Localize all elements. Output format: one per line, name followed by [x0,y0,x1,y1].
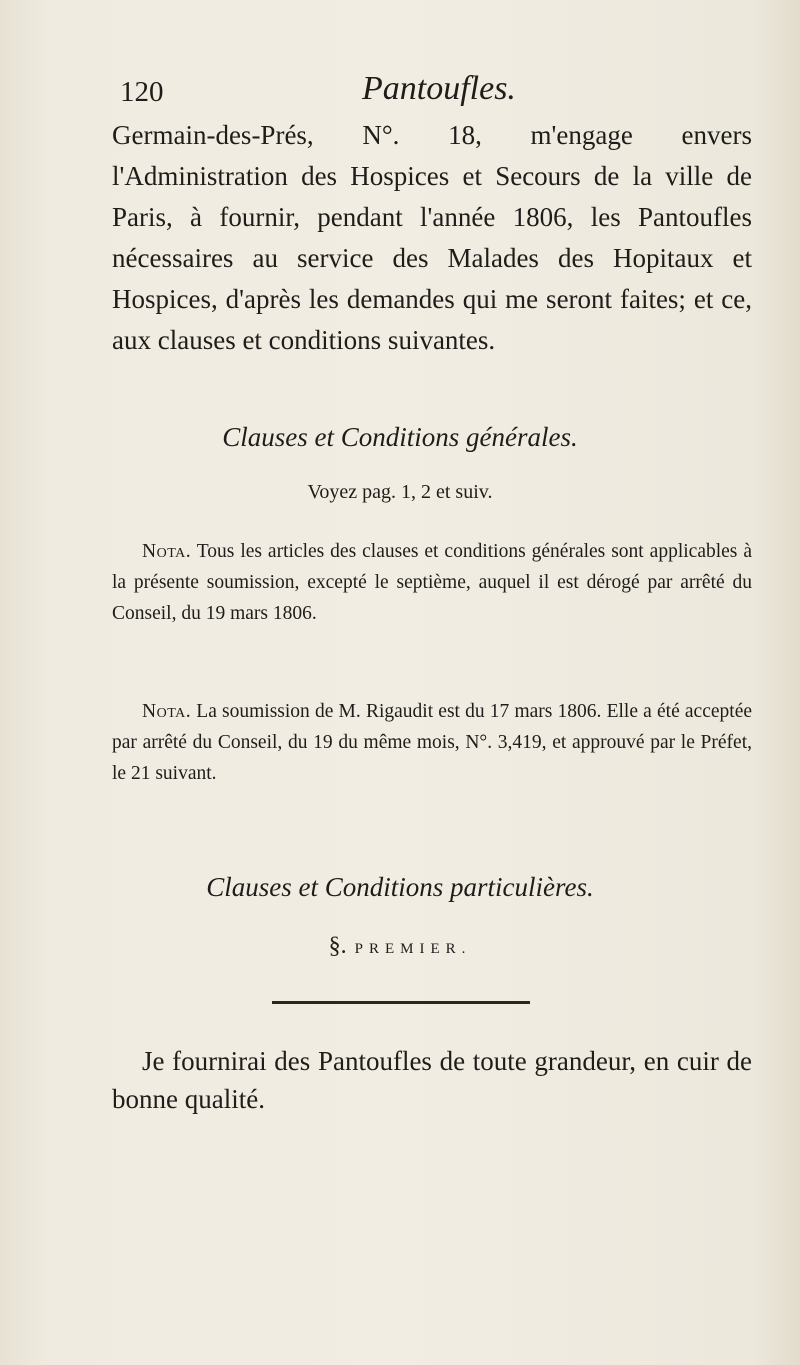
nota-soumission [112,696,752,789]
intro-text: Germain-des-Prés, N°. 18, m'engage envers l'Administration des Hospices et Secours de la ville de Paris, à fournir, pendant l'année 1806, les Pantoufles nécessaires au service des Malades des Hopitaux et Hospices, d'après les demandes qui me seront faites; et ce, aux clauses et conditions suivantes. [112,120,752,355]
nota-text: La soumission de M. Rigaudit est du 17 mars 1806. Elle a été acceptée par arrêté du Conseil, du 19 du même mois, N°. 3,419, et approuvé par le Préfet, le 21 suivant. [112,701,753,784]
page-header [120,70,516,109]
article-paragraph [112,1042,752,1118]
nota-label: Nota. [142,701,192,722]
section-symbol: §. [328,933,347,959]
paragraph-heading [0,933,800,960]
paragraph-number: PREMIER. [354,941,472,957]
intro-paragraph [112,115,752,361]
nota-text: Tous les articles des clauses et conditions générales sont applicables à la présente soumission, excepté le septième, auquel il est dérogé par arrêté du Conseil, du 19 mars 1806. [112,541,752,624]
particular-section-title: Clauses et Conditions particulières. [206,872,594,902]
nota-label: Nota. [142,541,192,562]
nota-general [112,536,752,629]
divider-rule [272,1001,530,1004]
article-text: Je fournirai des Pantoufles de toute grandeur, en cuir de bonne qualité. [112,1046,752,1114]
running-title: Pantoufles. [362,70,516,107]
page-reference: Voyez pag. 1, 2 et suiv. [307,481,493,503]
page-number: 120 [120,76,164,108]
general-section-title: Clauses et Conditions générales. [222,422,578,452]
